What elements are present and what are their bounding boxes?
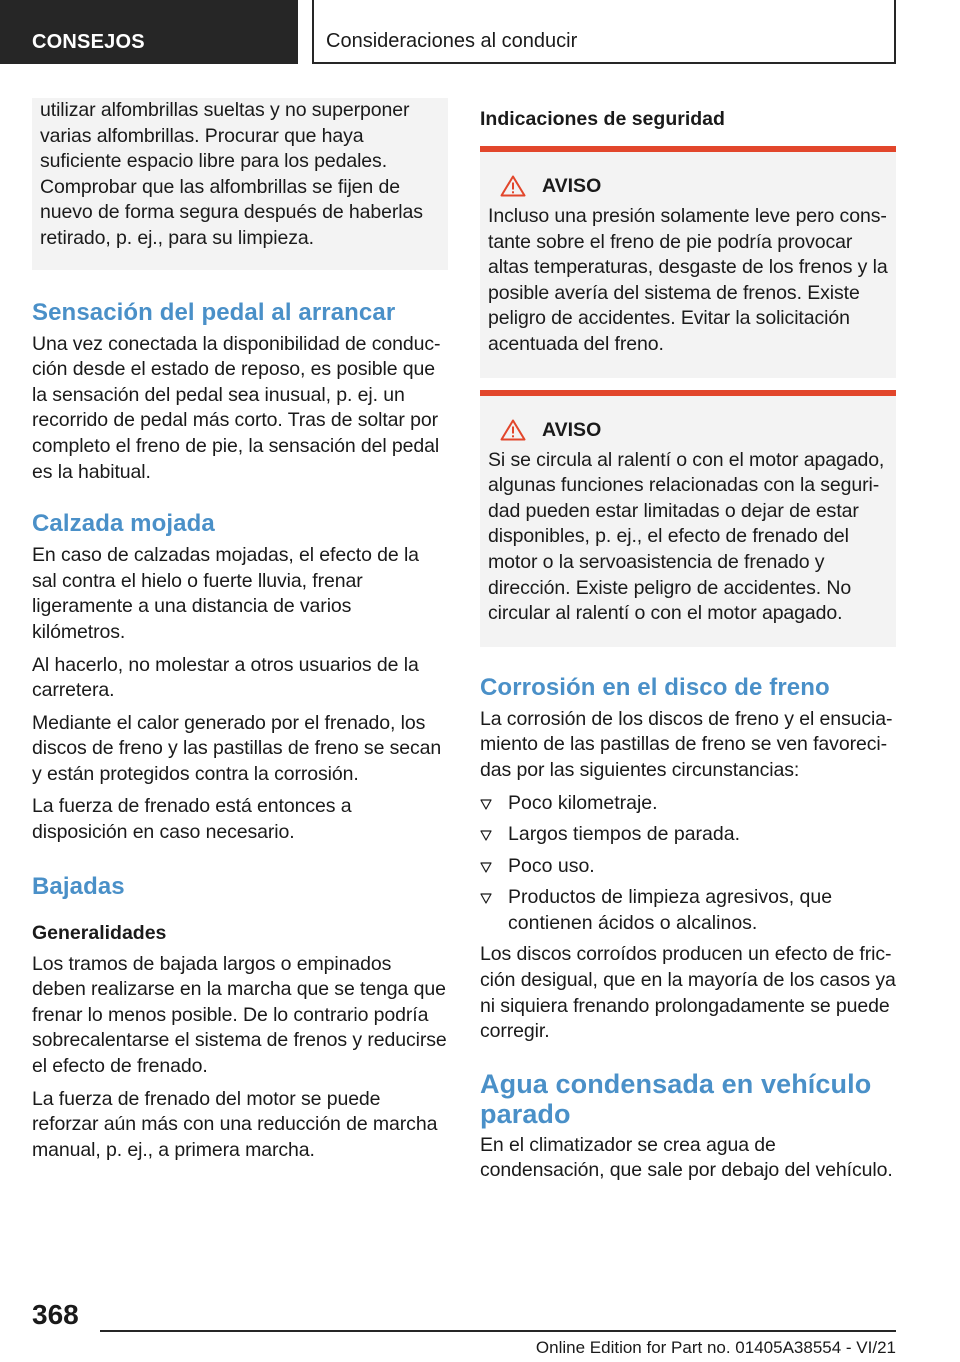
warning-title-1: AVISO (542, 175, 602, 197)
warning-title-2: AVISO (542, 418, 602, 441)
chapter-title: Consideraciones al conducir (312, 0, 896, 64)
wet-road-text-3: Mediante el calor generado por el frenado, los discos de freno y las pastillas de freno se secan y están protegidos contra la corrosión. (32, 711, 442, 785)
edition-footer: Online Edition for Part no. 01405A38554 - VI/21 (535, 1338, 896, 1357)
warning-box-2 (480, 390, 896, 647)
list-item: Productos de limpieza agresivos, que contienen ácidos o alcalinos. (480, 885, 896, 936)
list-item: Largos tiempos de parada. (480, 822, 896, 848)
downhill-subtitle: Generalidades (32, 921, 167, 944)
warning-triangle-icon (500, 419, 526, 441)
continued-note-text: utilizar alfombrillas sueltas y no superponer varias alfombrillas. Procurar que haya suficiente espacio libre para los pedales. Comprobar que las alfombrillas se fijen de nuevo de forma segura después de haberlas retirado, p. ej., para su limpieza. (40, 99, 423, 249)
corrosion-list (480, 791, 896, 937)
section-tab: CONSEJOS (0, 0, 298, 64)
list-item: Poco kilometraje. (480, 791, 896, 817)
page-number: 368 (32, 1299, 79, 1330)
footer-divider (100, 1330, 896, 1332)
right-column (480, 98, 896, 1191)
wet-road-text-4: La fuerza de frenado está entonces a disposición en caso necesario. (32, 795, 352, 844)
warning-box-1 (480, 146, 896, 378)
downhill-title: Bajadas (32, 872, 125, 900)
pedal-feel-text: Una vez conectada la disponibilidad de conducción desde el estado de reposo, es posible que la sensación del pedal sea inusual, p. ej. un recorrido de pedal más corto. Tras de soltar por completo el freno de pie, la sensación del pedal es la habitual. (32, 332, 441, 483)
triangle-bullet-icon (480, 799, 492, 810)
continued-note-box (32, 98, 448, 270)
wet-road-title: Calzada mojada (32, 510, 215, 538)
condensate-text: En el climatizador se crea agua de condensación, que sale por debajo del vehículo. (480, 1133, 893, 1182)
list-item: Poco uso. (480, 854, 896, 880)
wet-road-text-2: Al hacerlo, no molestar a otros usuarios de la carretera. (32, 653, 419, 702)
triangle-bullet-icon (480, 862, 492, 873)
downhill-text-1: Los tramos de bajada largos o empinados deben realizarse en la marcha que se tenga que frenar lo menos posible. De lo contrario podría sobrecalentarse el sistema de frenos y reducirse el efecto de frenado. (32, 952, 447, 1078)
downhill-text-2: La fuerza de frenado del motor se puede reforzar aún más con una reducción de marcha manual, p. ej., a primera marcha. (32, 1087, 438, 1161)
wet-road-text-1: En caso de calzadas mojadas, el efecto de la sal contra el hielo o fuerte lluvia, frenar ligeramente a una distancia de varios kilómetros. (32, 544, 419, 643)
corrosion-text-1: La corrosión de los discos de freno y el ensuciamiento de las pastillas de freno se ven favorecidas por las siguientes circunstancias: (480, 707, 893, 781)
corrosion-title: Corrosión en el disco de freno (480, 673, 830, 701)
left-column (32, 98, 448, 1170)
warning-text-2: Si se circula al ralentí o con el motor apagado, algunas funciones relacionadas con la seguridad pueden estar limitadas o dejar de estar disponibles, p. ej., el efecto de frenado del motor o la servoasistencia de frenado y dirección. Existe peligro de accidentes. No circular al ralentí o con el motor apagado. (488, 448, 885, 625)
triangle-bullet-icon (480, 830, 492, 841)
warning-text-1: Incluso una presión solamente leve pero constante sobre el freno de pie podría provocar altas temperaturas, desgaste de los frenos y la posible avería del sistema de frenos. Existe peligro de accidentes. Evitar la solicitación acentuada del freno. (488, 205, 888, 355)
corrosion-text-2: Los discos corroídos producen un efecto de fricción desigual, que en la mayoría de los casos ya ni siquiera frenando prolongadamente se puede corregir. (480, 943, 896, 1043)
triangle-bullet-icon (480, 893, 492, 904)
safety-heading: Indicaciones de seguridad (480, 108, 725, 130)
pedal-feel-title: Sensación del pedal al arrancar (32, 298, 396, 326)
condensate-title: Agua condensada en vehículo parado (480, 1068, 872, 1129)
warning-triangle-icon (500, 175, 526, 197)
